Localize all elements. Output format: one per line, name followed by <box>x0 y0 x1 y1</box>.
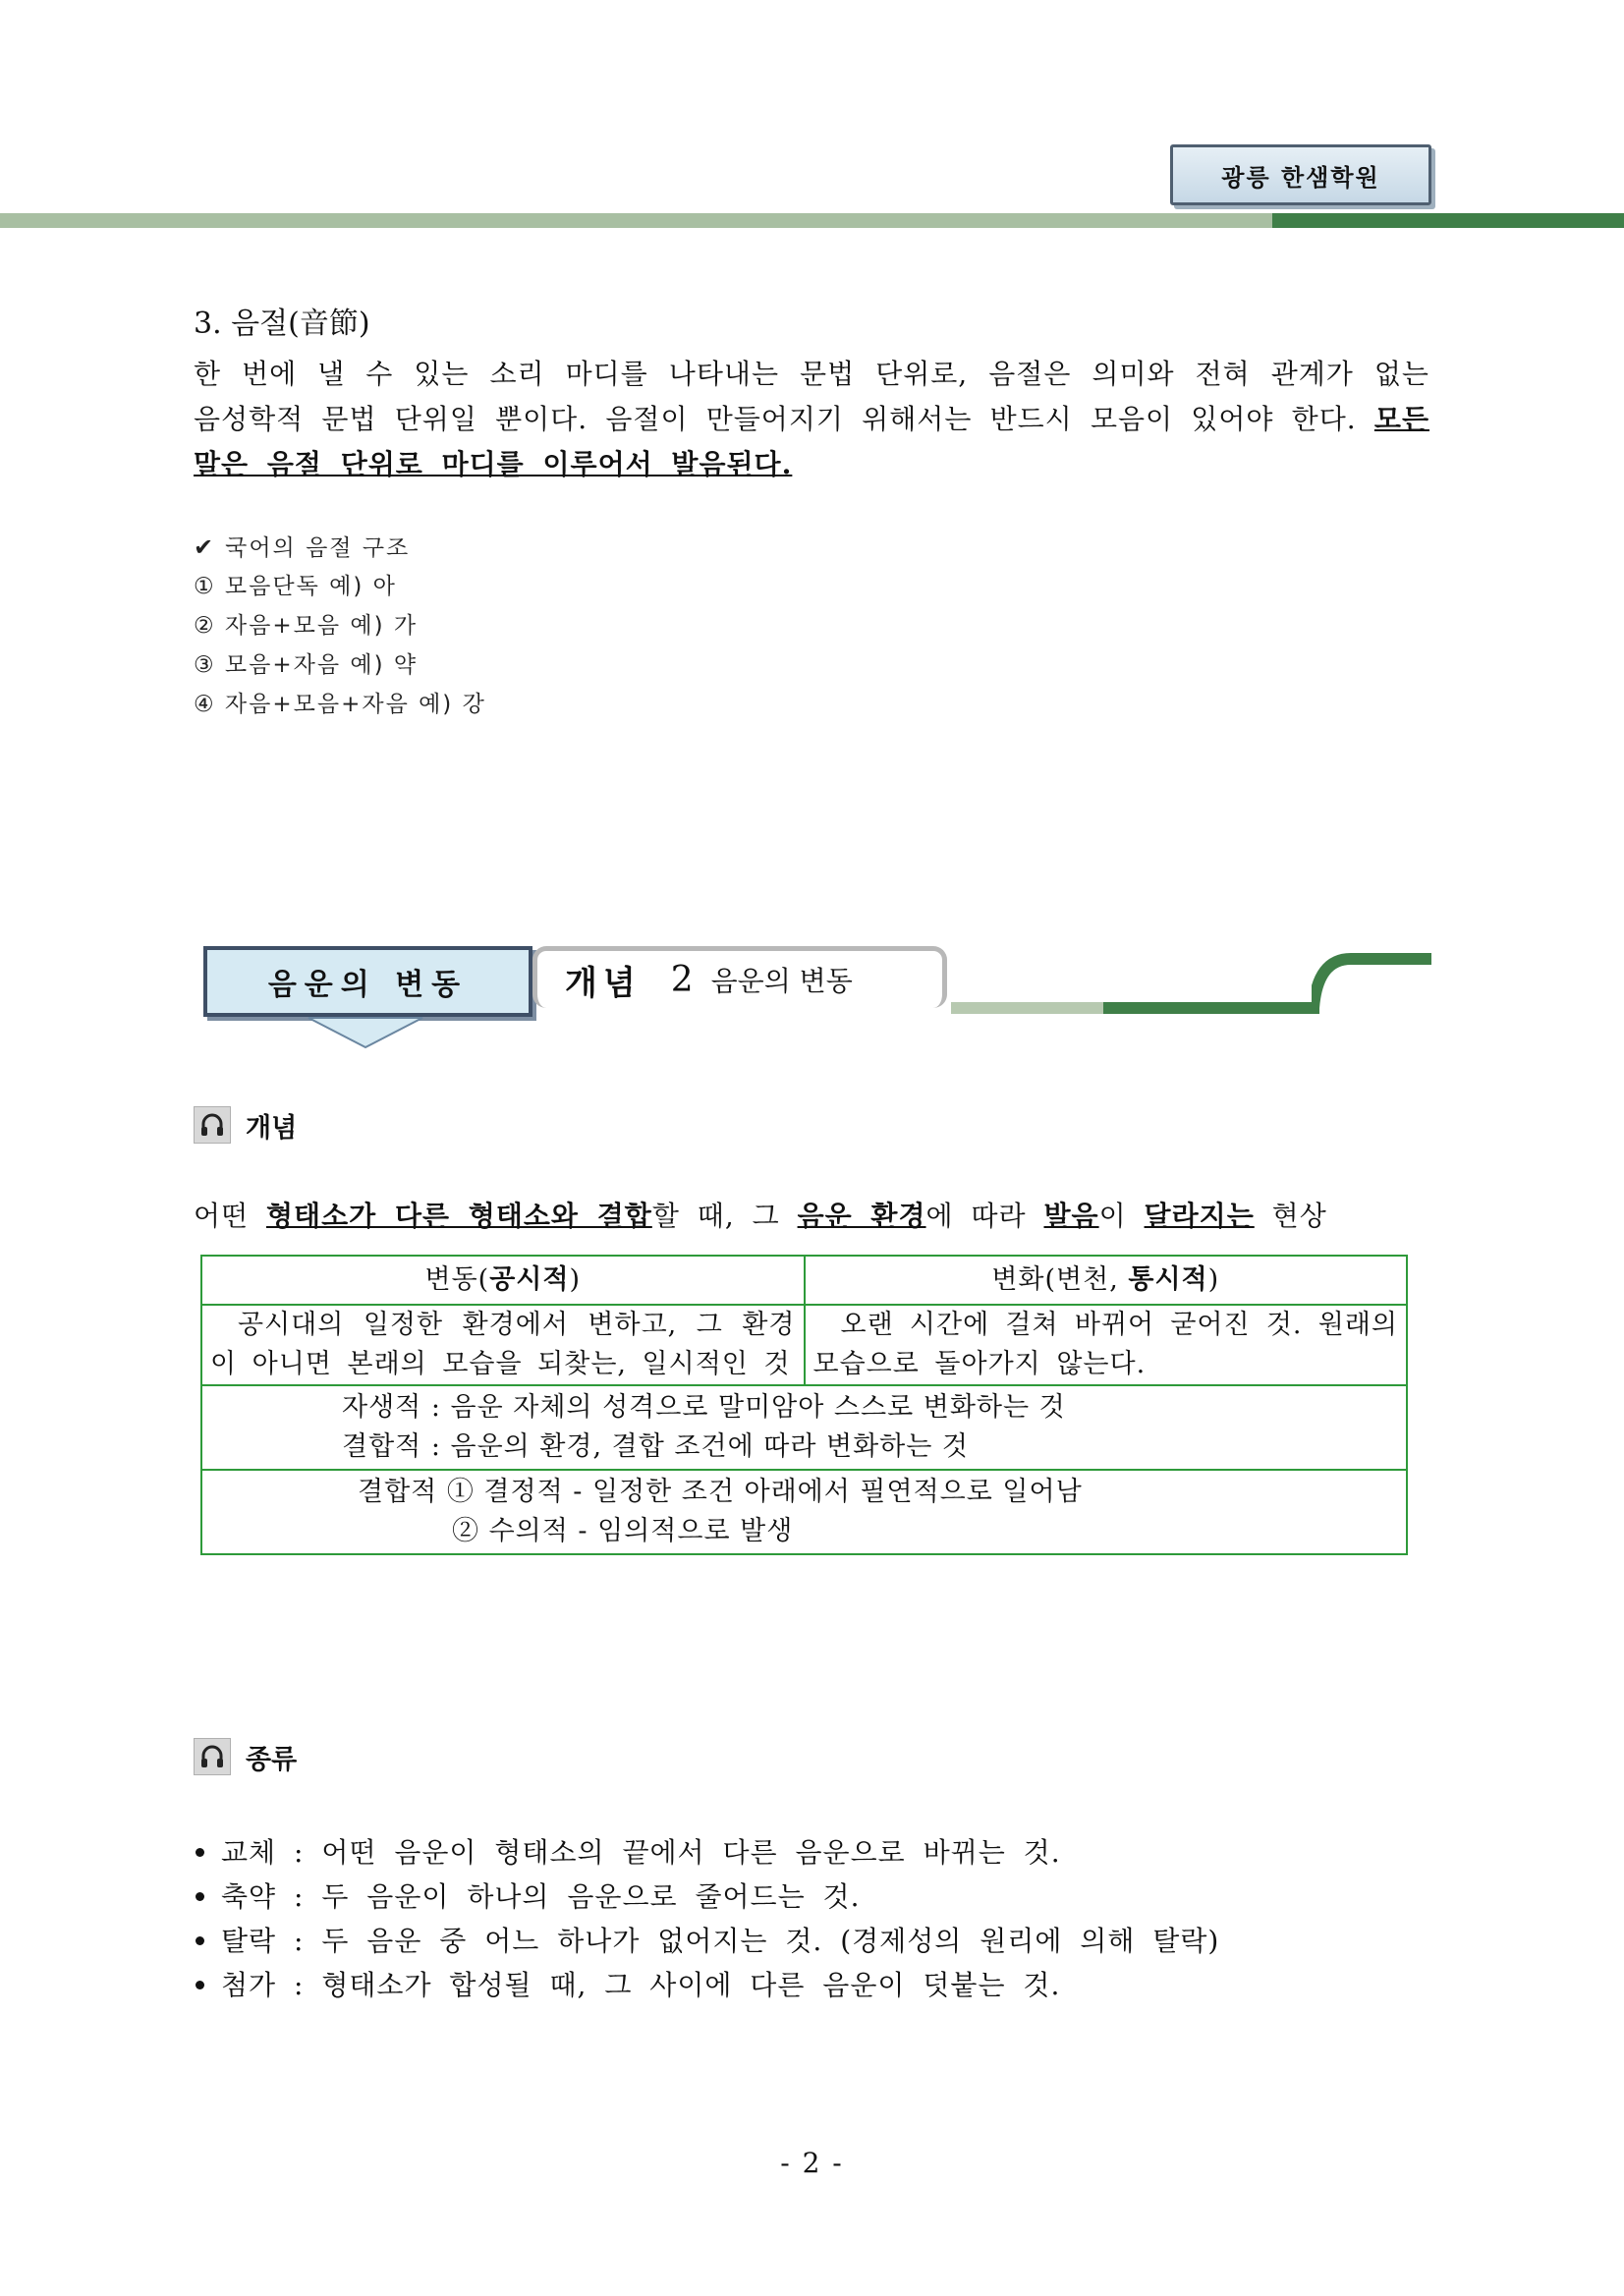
table-row <box>201 1385 1407 1470</box>
section-title: 3. 음절(音節) <box>194 307 370 341</box>
list-item: 축약 : 두 음운이 하나의 음운으로 줄어드는 것. <box>194 1875 1219 1919</box>
table-row <box>201 1470 1407 1554</box>
definition-emphasis: 달라지는 <box>1144 1200 1255 1232</box>
concept-title: 음운의 변동 <box>710 965 853 997</box>
definition-text: 할 때, 그 <box>651 1200 798 1232</box>
table-line: ② 수의적 - 임의적으로 발생 <box>452 1516 794 1546</box>
types-list <box>194 1830 1219 2007</box>
definition-text: 이 <box>1098 1200 1145 1232</box>
table-header-right: 변화(변천, 통시적) <box>805 1256 1408 1305</box>
banner-line-light <box>951 1002 1103 1014</box>
table-header-row <box>201 1256 1407 1305</box>
table-line: 자생적 : 음운 자체의 성격으로 말미암아 스스로 변화하는 것 <box>342 1392 1066 1423</box>
arrow-down-icon <box>307 1016 424 1049</box>
paragraph-text: 한 번에 낼 수 있는 소리 마디를 나타내는 문법 단위로, 음절은 의미와 전혀 관계가 없는 음성학적 문법 단위일 뿐이다. 음절이 만들어지기 위해서는 반드시 모음이 있어야 한다. <box>194 358 1429 435</box>
headphones-icon <box>194 1738 231 1775</box>
page-number: - 2 - <box>780 2147 844 2179</box>
structure-title-row <box>194 528 410 568</box>
check-mark-icon: ✔ <box>194 533 216 561</box>
structure-item: ④ 자음+모음+자음 예) 강 <box>194 692 486 717</box>
section-banner-label: 음운의 변동 <box>203 946 532 1017</box>
paragraph-emphasis: 모든 말은 음절 단위로 마디를 이루어서 발음된다. <box>194 403 1429 480</box>
banner-line-dark <box>1103 1002 1319 1014</box>
structure-item: ② 자음+모음 예) 가 <box>194 613 419 639</box>
concept-banner <box>532 946 947 1008</box>
header-badge: 광릉 한샘학원 <box>1170 144 1431 205</box>
types-heading: 종류 <box>246 1745 298 1775</box>
section-paragraph <box>194 352 1429 487</box>
concept-number: 2 <box>670 959 694 1000</box>
table-line: 결합적 : 음운의 환경, 결합 조건에 따라 변화하는 것 <box>342 1431 969 1462</box>
header-bar-dark <box>1272 213 1624 228</box>
structure-item: ③ 모음+자음 예) 약 <box>194 652 419 678</box>
definition-emphasis: 발음 <box>1043 1200 1099 1232</box>
table-row <box>201 1305 1407 1385</box>
structure-title: 국어의 음절 구조 <box>225 535 411 561</box>
definition-text: 에 따라 <box>925 1200 1044 1232</box>
banner-curve <box>1312 951 1434 1016</box>
list-item: 탈락 : 두 음운 중 어느 하나가 없어지는 것. (경제성의 원리에 의해 탈락) <box>194 1919 1219 1963</box>
table-cell-types <box>201 1385 1407 1470</box>
table-header-left: 변동(공시적) <box>201 1256 805 1305</box>
definition-text: 현상 <box>1254 1200 1327 1232</box>
definition-emphasis: 형태소가 다른 형태소와 결합 <box>266 1200 652 1232</box>
table-cell-synchronic: 공시대의 일정한 환경에서 변하고, 그 환경이 아니면 본래의 모습을 되찾는, 일시적인 것 <box>201 1305 805 1385</box>
variation-table <box>200 1255 1408 1555</box>
concept-heading: 개념 <box>246 1113 298 1144</box>
headphones-icon <box>194 1106 231 1144</box>
definition-text: 어떤 <box>194 1200 266 1232</box>
definition-emphasis: 음운 환경 <box>797 1200 926 1232</box>
table-cell-combinatory <box>201 1470 1407 1554</box>
concept-definition <box>194 1195 1327 1238</box>
header-bar-light <box>0 213 1272 228</box>
structure-item: ① 모음단독 예) 아 <box>194 574 397 599</box>
list-item: 교체 : 어떤 음운이 형태소의 끝에서 다른 음운으로 바뀌는 것. <box>194 1830 1219 1875</box>
table-cell-diachronic: 오랜 시간에 걸쳐 바뀌어 굳어진 것. 원래의 모습으로 돌아가지 않는다. <box>805 1305 1408 1385</box>
list-item: 첨가 : 형태소가 합성될 때, 그 사이에 다른 음운이 덧붙는 것. <box>194 1963 1219 2007</box>
table-line: 결합적 ① 결정적 - 일정한 조건 아래에서 필연적으로 일어남 <box>358 1477 1083 1507</box>
concept-label: 개념 <box>565 963 642 1003</box>
